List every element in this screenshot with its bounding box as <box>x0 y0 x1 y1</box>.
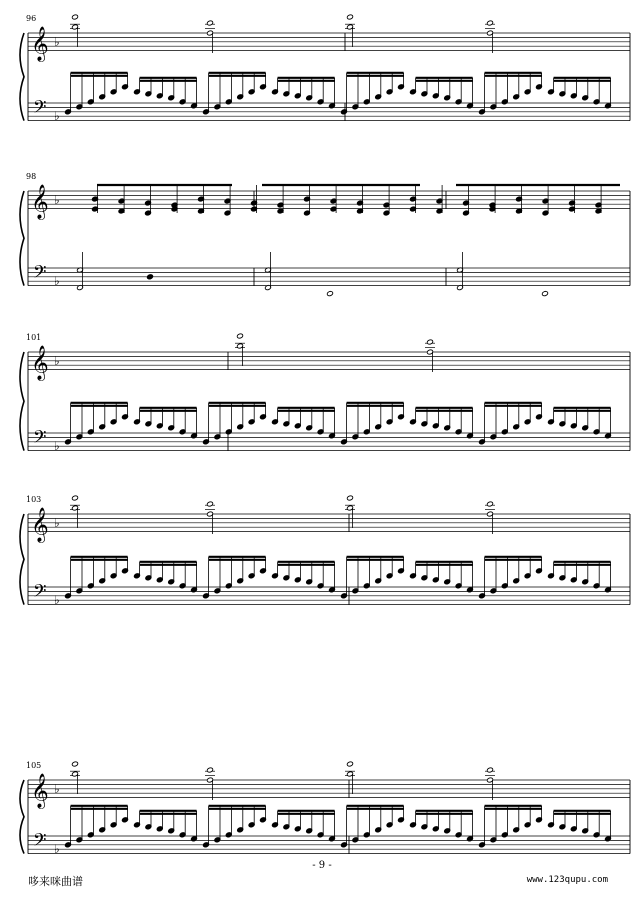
staff-system <box>20 333 630 453</box>
note-head <box>427 339 434 345</box>
bass-clef-icon: 𝄢 <box>33 261 47 286</box>
note-head <box>487 767 494 773</box>
bass-clef-icon: 𝄢 <box>33 96 47 121</box>
flat-icon: ♭ <box>54 781 60 796</box>
note-head <box>487 20 494 26</box>
measure-number: 101 <box>26 333 42 342</box>
flat-icon: ♭ <box>54 192 60 207</box>
flat-icon: ♭ <box>54 274 60 289</box>
measure-number: 103 <box>26 495 42 504</box>
note-head <box>72 495 79 501</box>
note-head <box>347 14 354 20</box>
flat-icon: ♭ <box>54 109 60 124</box>
note-head <box>542 291 549 297</box>
note-head <box>347 761 354 767</box>
staff-system <box>20 172 630 297</box>
bass-clef-icon: 𝄢 <box>33 829 47 854</box>
page-number: - 9 - <box>312 860 332 871</box>
flat-icon: ♭ <box>54 593 60 608</box>
note-head <box>237 333 244 339</box>
staff-system <box>20 14 630 123</box>
note-head <box>72 14 79 20</box>
note-head <box>347 495 354 501</box>
treble-staff <box>28 33 630 51</box>
note-head <box>207 767 214 773</box>
measure-number: 98 <box>26 172 37 181</box>
treble-staff <box>28 780 630 798</box>
treble-clef-icon: 𝄞 <box>31 26 49 62</box>
note-head <box>207 20 214 26</box>
flat-icon: ♭ <box>54 842 60 857</box>
system-brace <box>20 352 24 451</box>
system-brace <box>20 780 24 854</box>
staff-systems <box>20 14 630 856</box>
treble-staff <box>28 191 630 209</box>
bass-clef-icon: 𝄢 <box>33 426 47 451</box>
flat-icon: ♭ <box>54 34 60 49</box>
site-url: www.123qupu.com <box>526 875 608 885</box>
note-head <box>327 291 334 297</box>
bass-staff <box>28 268 630 289</box>
treble-clef-icon: 𝄞 <box>31 507 49 543</box>
flat-icon: ♭ <box>54 353 60 368</box>
system-brace <box>20 514 24 605</box>
treble-clef-icon: 𝄞 <box>31 184 49 220</box>
note-head <box>487 501 494 507</box>
measure-number: 96 <box>26 14 37 23</box>
note-head <box>72 761 79 767</box>
flat-icon: ♭ <box>54 515 60 530</box>
treble-clef-icon: 𝄞 <box>31 773 49 809</box>
system-brace <box>20 191 24 286</box>
note-head <box>147 274 154 280</box>
measure-number: 105 <box>26 761 42 770</box>
staff-system <box>20 761 630 856</box>
bass-clef-icon: 𝄢 <box>33 580 47 605</box>
staff-system <box>20 495 630 607</box>
treble-staff <box>28 514 630 532</box>
site-name: 哆来咪曲谱 <box>28 875 83 888</box>
note-head <box>207 501 214 507</box>
flat-icon: ♭ <box>54 439 60 454</box>
system-brace <box>20 33 24 121</box>
treble-staff <box>28 352 630 370</box>
treble-clef-icon: 𝄞 <box>31 345 49 381</box>
